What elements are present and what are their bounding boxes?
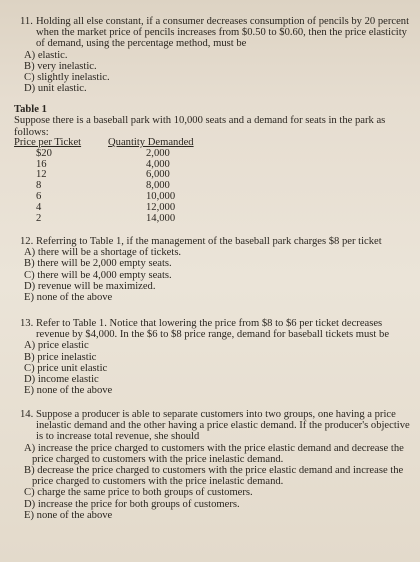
quantity-cell: 2,000 [146, 147, 170, 159]
price-cell: 6 [36, 190, 42, 202]
question-13-option-a: A) price elastic [24, 340, 89, 352]
table-1-heading [14, 104, 420, 138]
question-11-text: Holding all else constant, if a consumer decreases consumption of pencils by 20 percent when the market price of pencils increases from $0.50 to $0.60, then the price elasticity of demand, using the percentage method, must be [36, 16, 410, 50]
question-11-option-a: A) elastic. [24, 49, 68, 61]
quantity-cell: 10,000 [146, 190, 176, 202]
question-14-option-d: D) increase the price for both groups of customers. [24, 498, 240, 510]
question-12-number: 12. [20, 236, 34, 247]
question-11-stem [20, 16, 410, 50]
price-cell: $20 [36, 147, 52, 159]
question-14-option-a: A) increase the price charged to customers with the price elastic demand and decrease the price charged to customers with the price inelastic demand. [24, 442, 404, 465]
question-14-text: Suppose a producer is able to separate customers into two groups, one having a price inelastic demand and the other having a price elastic demand. If the producer's objective is to increase total revenue, she should [36, 409, 410, 443]
quantity-cell: 8,000 [146, 180, 170, 192]
question-13 [20, 318, 410, 396]
table-row [14, 149, 194, 160]
price-cell: 8 [36, 180, 42, 192]
quantity-cell: 14,000 [146, 212, 176, 224]
question-13-option-d: D) income elastic [24, 374, 99, 386]
quantity-cell: 4,000 [146, 158, 170, 170]
price-cell: 12 [36, 169, 47, 181]
table-1-caption: Suppose there is a baseball park with 10,000 seats and a demand for seats in the park as follows: [14, 115, 386, 138]
question-11-option-b: B) very inelastic. [24, 60, 97, 72]
question-14-option-e: E) none of the above [24, 509, 113, 521]
price-cell: 16 [36, 158, 47, 170]
question-11-option-d: D) unit elastic. [24, 83, 87, 95]
question-14 [20, 409, 410, 521]
table-row [14, 203, 194, 214]
column-header-price: Price per Ticket [14, 137, 82, 148]
quantity-cell: 12,000 [146, 201, 176, 213]
question-13-option-b: B) price inelastic [24, 351, 97, 363]
question-12-option-c: C) there will be 4,000 empty seats. [24, 269, 172, 281]
table-1-title: Table 1 [14, 104, 47, 115]
question-13-number: 13. [20, 318, 34, 329]
question-11 [20, 16, 410, 94]
question-13-text: Refer to Table 1. Notice that lowering the price from $8 to $6 per ticket decreases revenue by $4,000. In the $6 to $8 price range, demand for baseball tickets must be [36, 318, 390, 341]
question-12 [20, 236, 410, 303]
question-14-number: 14. [20, 409, 34, 420]
question-12-option-a: A) there will be a shortage of tickets. [24, 247, 182, 259]
question-11-option-c: C) slightly inelastic. [24, 72, 110, 84]
price-cell: 2 [36, 212, 42, 224]
quantity-cell: 6,000 [146, 169, 170, 181]
column-header-quantity: Quantity Demanded [108, 137, 194, 148]
price-cell: 4 [36, 201, 42, 213]
question-13-option-c: C) price unit elastic [24, 362, 108, 374]
table-row [14, 214, 194, 225]
question-12-option-e: E) none of the above [24, 292, 113, 304]
question-12-text: Referring to Table 1, if the management of the baseball park charges $8 per ticket [36, 236, 382, 247]
question-14-option-c: C) charge the same price to both groups of customers. [24, 487, 253, 499]
question-11-number: 11. [20, 16, 33, 27]
question-13-stem [20, 318, 410, 340]
table-1 [14, 138, 194, 224]
question-14-option-b: B) decrease the price charged to customers with the price elastic demand and increase the price charged to customers with the price inelastic demand. [24, 465, 404, 488]
question-12-stem [20, 236, 410, 247]
question-14-stem [20, 409, 410, 443]
question-13-option-e: E) none of the above [24, 385, 113, 397]
question-12-option-d: D) revenue will be maximized. [24, 280, 156, 292]
question-12-option-b: B) there will be 2,000 empty seats. [24, 258, 172, 270]
